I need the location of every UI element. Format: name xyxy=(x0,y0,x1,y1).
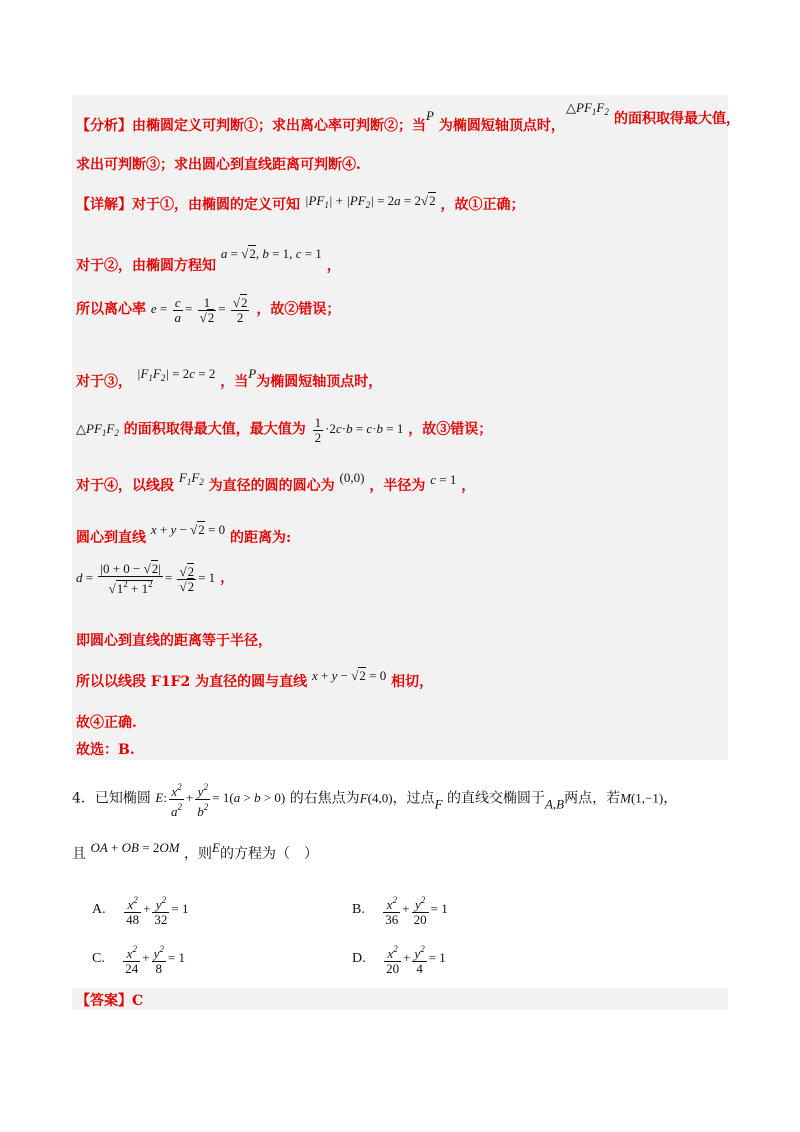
analysis-line-2: 求出可判断③；求出圆心到直线距离可判断④. xyxy=(76,157,361,173)
item4-conclusion: 故④正确. xyxy=(76,715,137,731)
item4-line-2: 圆心到直线 x + y − √2 = 0 的距离为: xyxy=(76,522,292,546)
analysis-line-1-end: 的面积取得最大值， xyxy=(614,111,740,127)
question-line-2: 且 OA + OB = 2OM ，则E的方程为（ ） xyxy=(72,840,318,862)
option-d[interactable]: D. $\frac{x^2}{20}$ + $\frac{y^2}{4}$ = 1 xyxy=(352,944,446,976)
item4-line-1: 对于④，以线段 $F_1F_2$ 为直径的圆的圆心为 (0,0) ，半径为 c = 1 ， xyxy=(76,470,476,494)
item2-line-1: 对于②，由椭圆方程知 a = √2, b = 1, c = 1 ， xyxy=(76,246,341,274)
item3-line-1: 对于③， $|F_1F_2| = 2c = 2$ ，当P为椭圆短轴顶点时， xyxy=(76,366,383,390)
item4-line-5: 所以以线段 F1F2 为直径的圆与直线 x + y − √2 = 0 相切， xyxy=(76,668,434,690)
answer-line: 【答案】C xyxy=(76,993,144,1009)
option-b[interactable]: B. $\frac{x^2}{36}$ + $\frac{y^2}{20}$ = 1 xyxy=(352,895,448,927)
detail-line-1: 【详解】对于①，由椭圆的定义可知 $|PF_1| + |PF_2| = 2a = 2√2$ ，故①正确； xyxy=(76,193,525,213)
item2-line-2: 所以离心率 e = $\frac{c}{a}$ = $\frac{1}{√2}$ = $\frac{√2}{2}$ ，故②错误； xyxy=(76,295,341,325)
option-c[interactable]: C. $\frac{x^2}{24}$ + $\frac{y^2}{8}$ = 1 xyxy=(92,944,186,976)
item4-line-4: 即圆心到直线的距离等于半径， xyxy=(76,633,272,649)
answer-background xyxy=(72,988,728,1010)
solution-choice: 故选：B. xyxy=(76,742,135,758)
triangle-formula: $\triangle PF_1F_2$ xyxy=(566,100,609,117)
analysis-line-1: 【分析】由椭圆定义可判断①；求出离心率可判断②；当P 为椭圆短轴顶点时， xyxy=(76,108,565,134)
question-line-1: 4．已知椭圆 E: $\frac{x^2}{a^2}$ + $\frac{y^2}{b^2}$ = 1(a > b > 0) 的右焦点为F(4,0)，过点F 的直线交椭圆于A,B两点，若M(1,−1)， xyxy=(72,782,678,819)
item3-line-2: $\triangle PF_1F_2$ 的面积取得最大值，最大值为 $\frac{1}{2}$ ·2c·b = c·b = 1 ，故③错误； xyxy=(76,415,493,445)
item4-line-3: d = $\frac{|0 + 0 - √2|}{√1^2 + 1^2}$ = $\frac{√2}{√2}$ = 1 ， xyxy=(76,561,235,596)
option-a[interactable]: A. $\frac{x^2}{48}$ + $\frac{y^2}{32}$ = 1 xyxy=(92,895,189,927)
